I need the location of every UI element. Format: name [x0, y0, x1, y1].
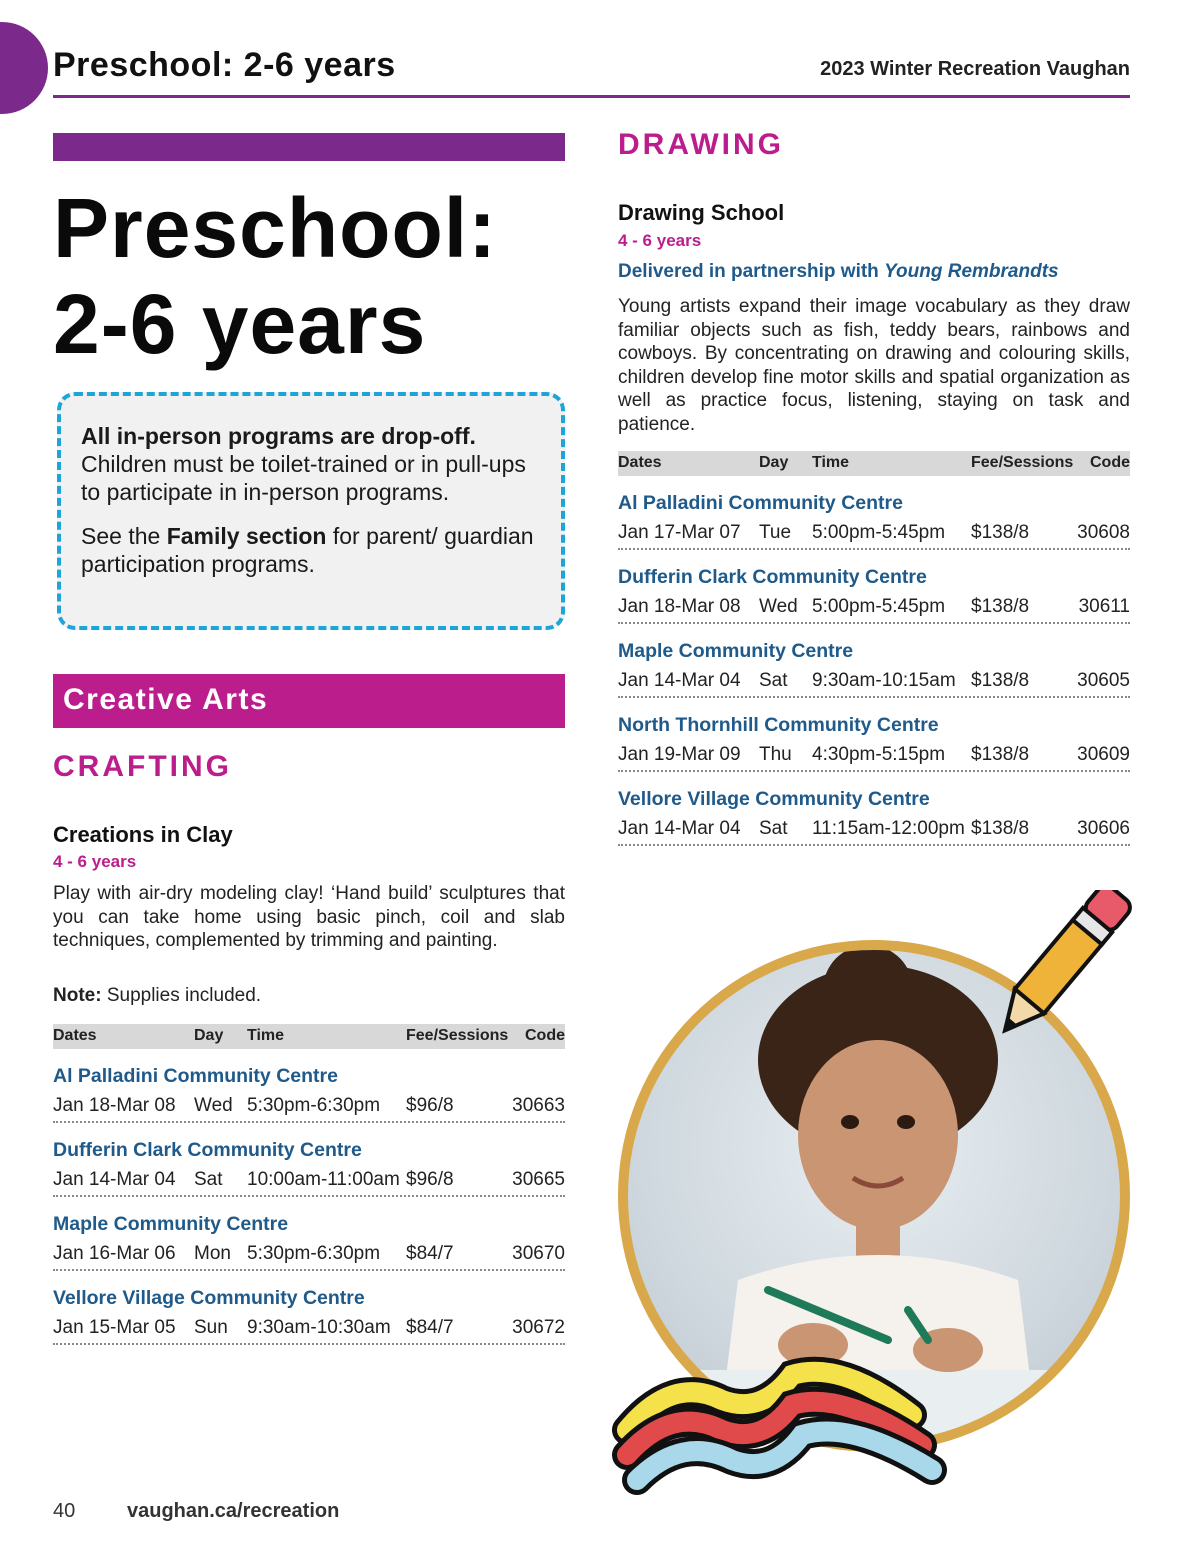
session-fee: $138/8 — [971, 522, 1030, 543]
paint-stroke-illustration — [612, 1355, 952, 1505]
header-dates: Dates — [618, 454, 662, 471]
table-header — [53, 1024, 565, 1049]
table-row — [618, 740, 1130, 772]
session-dates: Jan 19-Mar 09 — [618, 744, 741, 765]
page-title-line-2: 2-6 years — [53, 277, 427, 371]
location-name: Maple Community Centre — [53, 1213, 289, 1235]
header-time: Time — [247, 1027, 285, 1044]
session-day: Sat — [194, 1169, 223, 1190]
partner-name: Young Rembrandts — [884, 261, 1059, 282]
location-name: Maple Community Centre — [618, 640, 854, 662]
notice-family-post: for parent/ guardian participation programs. — [81, 523, 534, 577]
session-dates: Jan 18-Mar 08 — [53, 1095, 176, 1116]
session-dates: Jan 14-Mar 04 — [618, 818, 741, 839]
session-fee: $138/8 — [971, 596, 1030, 617]
session-group — [618, 566, 1130, 624]
table-row — [618, 814, 1130, 846]
header-rule — [53, 95, 1130, 98]
session-day: Tue — [759, 522, 792, 543]
session-fee: $84/7 — [406, 1317, 454, 1338]
location-name: Dufferin Clark Community Centre — [618, 566, 927, 588]
session-dates: Jan 17-Mar 07 — [618, 522, 741, 543]
crafting-note — [53, 985, 261, 1007]
partner-text: Delivered in partnership with — [618, 261, 885, 282]
session-time: 9:30am-10:15am — [812, 670, 956, 691]
session-dates: Jan 18-Mar 08 — [618, 596, 741, 617]
location-name: North Thornhill Community Centre — [618, 714, 939, 736]
table-row — [618, 666, 1130, 698]
session-day: Mon — [194, 1243, 231, 1264]
footer-url[interactable]: vaughan.ca/recreation — [127, 1500, 340, 1522]
notice-paragraph-2 — [81, 522, 541, 578]
session-code: 30663 — [512, 1095, 565, 1116]
location-name: Vellore Village Community Centre — [618, 788, 930, 810]
session-fee: $96/8 — [406, 1169, 454, 1190]
table-row — [53, 1239, 565, 1271]
session-group — [618, 788, 1130, 846]
header-fee: Fee/Sessions — [971, 454, 1074, 471]
category-band: Creative Arts — [53, 674, 565, 728]
header-day: Day — [759, 454, 789, 471]
session-code: 30665 — [512, 1169, 565, 1190]
session-time: 11:15am-12:00pm — [812, 818, 965, 839]
session-code: 30608 — [1077, 522, 1130, 543]
notice-body: Children must be toilet-trained or in pull-ups to participate in in-person programs. — [81, 451, 526, 505]
notice-family-pre: See the — [81, 523, 167, 549]
crafting-schedule-table — [53, 1024, 565, 1345]
session-code: 30609 — [1077, 744, 1130, 765]
session-code: 30611 — [1078, 596, 1130, 617]
location-name: Vellore Village Community Centre — [53, 1287, 365, 1309]
header-time: Time — [812, 454, 850, 471]
drawing-description: Young artists expand their image vocabulary as they draw familiar objects such as fish, teddy bears, rainbows and cowboys. By concentrating on drawing and colouring skills, children develop fine motor skills and spatial organization as well as practice focus, listening, staying on task and patience. — [618, 296, 1130, 435]
session-group — [53, 1139, 565, 1197]
header-day: Day — [194, 1027, 224, 1044]
notice-paragraph-1 — [81, 422, 541, 506]
header-dates: Dates — [53, 1027, 97, 1044]
session-group — [618, 714, 1130, 772]
session-day: Sat — [759, 818, 788, 839]
session-dates: Jan 14-Mar 04 — [53, 1169, 176, 1190]
session-time: 9:30am-10:30am — [247, 1317, 391, 1338]
session-day: Wed — [759, 596, 798, 617]
header-fee: Fee/Sessions — [406, 1027, 509, 1044]
session-fee: $138/8 — [971, 818, 1030, 839]
session-code: 30670 — [512, 1243, 565, 1264]
section-tab — [0, 22, 48, 114]
drawing-program-name: Drawing School — [618, 200, 785, 225]
header-code: Code — [525, 1027, 565, 1044]
note-text: Supplies included. — [101, 985, 262, 1006]
page-title — [53, 180, 497, 372]
session-time: 4:30pm-5:15pm — [812, 744, 946, 765]
session-code: 30672 — [512, 1317, 565, 1338]
session-dates: Jan 14-Mar 04 — [618, 670, 741, 691]
page-title-line-1: Preschool: — [53, 181, 498, 275]
session-time: 5:00pm-5:45pm — [812, 522, 946, 543]
session-time: 10:00am-11:00am — [247, 1169, 400, 1190]
note-label: Note: — [53, 985, 102, 1006]
drawing-schedule-table — [618, 451, 1130, 846]
crafting-age: 4 - 6 years — [53, 852, 137, 871]
page-number: 40 — [53, 1500, 76, 1522]
session-day: Sun — [194, 1317, 228, 1338]
family-section-link: Family section — [166, 523, 327, 549]
session-code: 30605 — [1077, 670, 1130, 691]
session-day: Thu — [759, 744, 792, 765]
session-fee: $84/7 — [406, 1243, 454, 1264]
table-header — [618, 451, 1130, 476]
session-fee: $138/8 — [971, 744, 1030, 765]
location-name: Dufferin Clark Community Centre — [53, 1139, 362, 1161]
session-group — [53, 1065, 565, 1123]
session-fee: $138/8 — [971, 670, 1030, 691]
session-day: Sat — [759, 670, 788, 691]
drawing-heading: DRAWING — [618, 128, 784, 161]
table-row — [53, 1313, 565, 1345]
location-name: Al Palladini Community Centre — [53, 1065, 338, 1087]
session-code: 30606 — [1077, 818, 1130, 839]
session-group — [618, 640, 1130, 698]
crafting-description: Play with air-dry modeling clay! ‘Hand build’ sculptures that you can take home using basic pinch, coil and slab techniques, complemented by trimming and painting. — [53, 883, 565, 951]
pencil-icon — [985, 890, 1155, 1050]
table-row — [53, 1165, 565, 1197]
session-group — [53, 1213, 565, 1271]
drawing-partner — [618, 261, 1059, 283]
table-row — [618, 592, 1130, 624]
session-day: Wed — [194, 1095, 233, 1116]
dropoff-notice — [57, 392, 565, 630]
session-group — [618, 492, 1130, 550]
crafting-program-name: Creations in Clay — [53, 822, 233, 847]
header-code: Code — [1090, 454, 1130, 471]
notice-bold-lead: All in-person programs are drop-off. — [81, 423, 476, 449]
location-name: Al Palladini Community Centre — [618, 492, 903, 514]
session-group — [53, 1287, 565, 1345]
table-row — [53, 1091, 565, 1123]
publication-title: 2023 Winter Recreation Vaughan — [820, 58, 1130, 80]
crafting-heading: CRAFTING — [53, 750, 232, 783]
session-time: 5:00pm-5:45pm — [812, 596, 946, 617]
session-time: 5:30pm-6:30pm — [247, 1095, 381, 1116]
running-title: Preschool: 2-6 years — [53, 46, 396, 84]
session-dates: Jan 16-Mar 06 — [53, 1243, 176, 1264]
session-fee: $96/8 — [406, 1095, 454, 1116]
table-row — [618, 518, 1130, 550]
title-accent-bar — [53, 133, 565, 161]
session-dates: Jan 15-Mar 05 — [53, 1317, 176, 1338]
drawing-age: 4 - 6 years — [618, 231, 702, 250]
session-time: 5:30pm-6:30pm — [247, 1243, 381, 1264]
